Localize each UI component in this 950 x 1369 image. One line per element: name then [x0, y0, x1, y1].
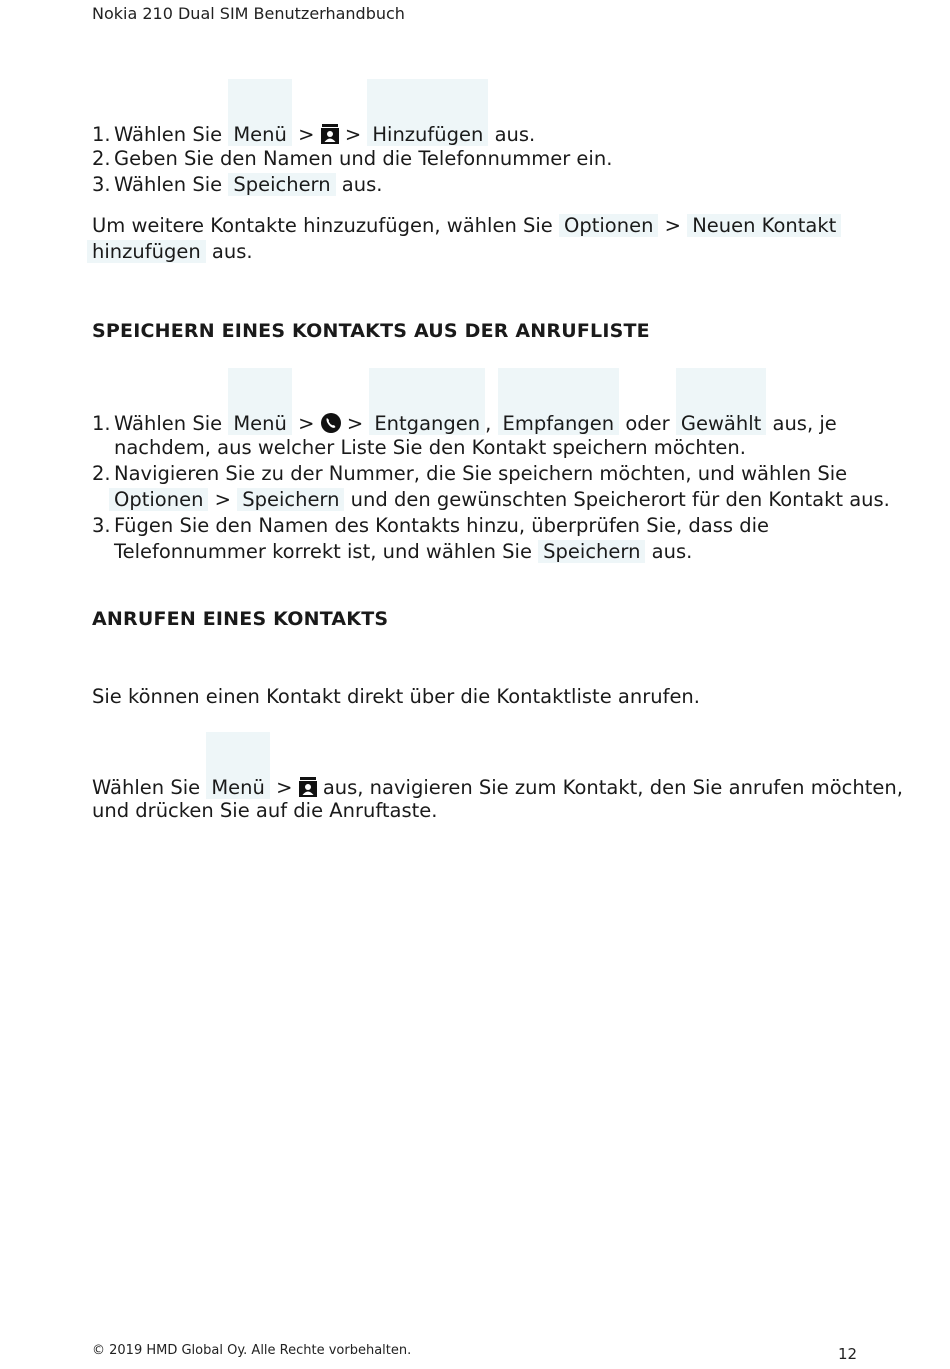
copyright-notice: © 2019 HMD Global Oy. Alle Rechte vorbehalten.	[92, 1343, 412, 1358]
step-2-cont: Optionen > Speichern und den gewünschten Speicherort für den Kontakt aus.	[114, 488, 890, 512]
call-instruction-line-2: und drücken Sie auf die Anruftaste.	[92, 799, 438, 822]
step-1-open-log: 1. Wählen Sie Menü > > Entgangen , Empfangen oder Gewählt aus, je	[92, 412, 837, 439]
document-header: Nokia 210 Dual SIM Benutzerhandbuch	[92, 4, 405, 23]
dialed-label: Gewählt	[676, 412, 766, 435]
step-2-navigate: 2. Navigieren Sie zu der Nummer, die Sie speichern möchten, und wählen Sie	[92, 462, 848, 485]
save-label: Speichern	[228, 173, 335, 196]
call-intro: Sie können einen Kontakt direkt über die Kontaktliste anrufen.	[92, 685, 700, 708]
step-3-save: 3. Wählen Sie Speichern aus.	[92, 173, 383, 196]
page-number: 12	[838, 1345, 858, 1363]
step-1-add-contact: 1. Wählen Sie Menü > > Hinzufügen aus.	[92, 123, 535, 150]
options-label: Optionen	[109, 488, 208, 511]
menu-label: Menü	[228, 412, 292, 435]
menu-label: Menü	[206, 776, 270, 799]
new-contact-label-cont: hinzufügen	[87, 240, 206, 263]
tip-line-2: hinzufügen aus.	[92, 240, 253, 264]
step-1-cont: nachdem, aus welcher Liste Sie den Kontakt speichern möchten.	[114, 436, 746, 459]
tip-line-1: Um weitere Kontakte hinzuzufügen, wählen Sie Optionen > Neuen Kontakt	[92, 214, 841, 238]
step-2-enter-details: 2. Geben Sie den Namen und die Telefonnummer ein.	[92, 147, 613, 170]
step-3-cont: Telefonnummer korrekt ist, und wählen Sie Speichern aus.	[114, 540, 693, 563]
save-label: Speichern	[538, 540, 645, 563]
save-label: Speichern	[237, 488, 344, 511]
call-instruction-line-1: Wählen Sie Menü > aus, navigieren Sie zum Kontakt, den Sie anrufen möchten,	[92, 776, 903, 803]
section-heading-save-from-log: SPEICHERN EINES KONTAKTS AUS DER ANRUFLISTE	[92, 320, 650, 342]
menu-label: Menü	[228, 123, 292, 146]
missed-label: Entgangen	[369, 412, 485, 435]
options-label: Optionen	[559, 214, 658, 237]
new-contact-label: Neuen Kontakt	[687, 214, 841, 237]
section-heading-call-contact: ANRUFEN EINES KONTAKTS	[92, 608, 389, 630]
step-3-add-name: 3. Fügen Sie den Namen des Kontakts hinzu, überprüfen Sie, dass die	[92, 514, 770, 537]
add-label: Hinzufügen	[367, 123, 488, 146]
received-label: Empfangen	[498, 412, 620, 435]
